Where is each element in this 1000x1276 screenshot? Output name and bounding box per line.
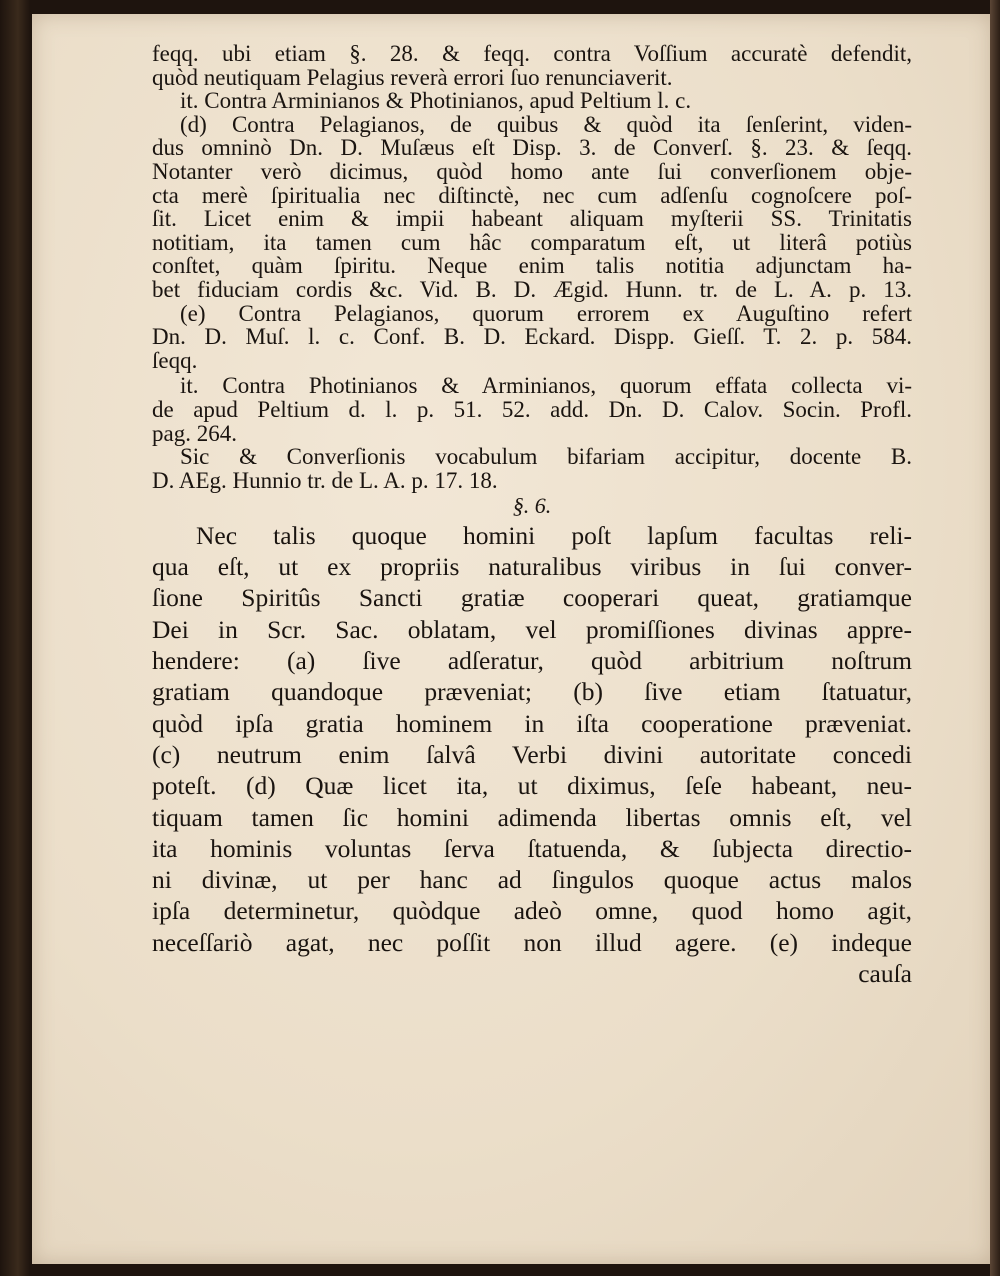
footnote-line: bet fiduciam cordis &c. Vid. B. D. Ægid. Hunn. tr. de L. A. p. 13. (152, 276, 912, 302)
footnote-line: dus omninò Dn. D. Muſæus eſt Disp. 3. de Converſ. §. 23. & ſeqq. (152, 135, 912, 161)
catchword: cauſa (858, 959, 912, 989)
page-edge (990, 0, 1000, 1276)
footnote-line: notitiam, ita tamen cum hâc comparatum eſt, ut literâ potiùs (152, 229, 912, 255)
footnote-line: Dn. D. Muſ. l. c. Conf. B. D. Eckard. Dispp. Gieſſ. T. 2. p. 584. (152, 324, 912, 350)
section-heading: §. 6. (512, 493, 552, 519)
footnote-line: conſtet, quàm ſpiritu. Neque enim talis notitia adjunctam ha- (152, 253, 912, 279)
body-line: neceſſariò agat, nec poſſit non illud agere. (e) indeque (152, 927, 912, 957)
footnote-line: quòd neutiquam Pelagius reverà errori ſuo renunciaverit. (152, 64, 673, 90)
footnote-e-addendum (152, 374, 912, 445)
footnote-line: feqq. ubi etiam §. 28. & feqq. contra Voſſium accuratè defendit, (152, 41, 912, 66)
footnote-conversion-note (152, 445, 912, 492)
footnote-addendum (152, 89, 912, 113)
footnote-line: it. Contra Photinianos & Arminianos, quorum effata collecta vi- (180, 373, 912, 399)
body-line: Dei in Scr. Sac. oblatam, vel promiſſiones divinas appre- (152, 614, 912, 644)
footnote-line: pag. 264. (152, 420, 237, 446)
body-line: quòd ipſa gratia hominem in iſta cooperatione præveniat. (152, 708, 912, 738)
body-line: ſione Spiritûs Sancti gratiæ cooperari queat, gratiamque (152, 583, 912, 613)
body-line: ipſa determinetur, quòdque adeò omne, quod homo agit, (152, 896, 912, 926)
footnote-e (152, 302, 912, 373)
footnote-line: Sic & Converſionis vocabulum bifariam accipitur, docente B. (180, 444, 912, 470)
body-line: Nec talis quoque homini poſt lapſum facultas reli- (196, 520, 912, 550)
body-line: (c) neutrum enim ſalvâ Verbi divini autoritate concedi (152, 739, 912, 769)
footnote-d (152, 113, 912, 302)
body-line: ita hominis voluntas ſerva ſtatuenda, & ſubjecta directio- (152, 833, 912, 863)
footnote-line: D. AEg. Hunnio tr. de L. A. p. 17. 18. (152, 467, 498, 493)
footnote-line: de apud Peltium d. l. p. 51. 52. add. Dn. D. Calov. Socin. Profl. (152, 396, 912, 422)
body-line: gratiam quandoque præveniat; (b) ſive etiam ſtatuatur, (152, 677, 912, 707)
page-text (152, 42, 912, 989)
footnote-line: it. Contra Arminianos & Photinianos, apud Peltium l. c. (180, 88, 692, 114)
body-line: tiquam tamen ſic homini adimenda libertas omnis eſt, vel (152, 802, 912, 832)
body-line: hendere: (a) ſive adſeratur, quòd arbitrium noſtrum (152, 646, 912, 676)
footnote-continuation (152, 42, 912, 89)
footnote-line: ſit. Licet enim & impii habeant aliquam myſterii SS. Trinitatis (152, 206, 912, 232)
footnote-line: cta merè ſpiritualia nec diſtinctè, nec cum adſenſu cognoſcere poſ- (152, 182, 912, 208)
body-line: ni divinæ, ut per hanc ad ſingulos quoque actus malos (152, 865, 912, 895)
body-line: poteſt. (d) Quæ licet ita, ut diximus, ſeſe habeant, neu- (152, 771, 912, 801)
footnote-line: (e) Contra Pelagianos, quorum errorem ex Auguſtino refert (180, 300, 912, 326)
footnote-line: ſeqq. (152, 347, 198, 373)
body-line: qua eſt, ut ex propriis naturalibus viribus in ſui conver- (152, 552, 912, 582)
body-paragraph (152, 520, 912, 989)
footnote-line: (d) Contra Pelagianos, de quibus & quòd ita ſenſerint, viden- (180, 111, 912, 137)
footnote-line: Notanter verò dicimus, quòd homo ante ſui converſionem obje- (152, 158, 912, 184)
